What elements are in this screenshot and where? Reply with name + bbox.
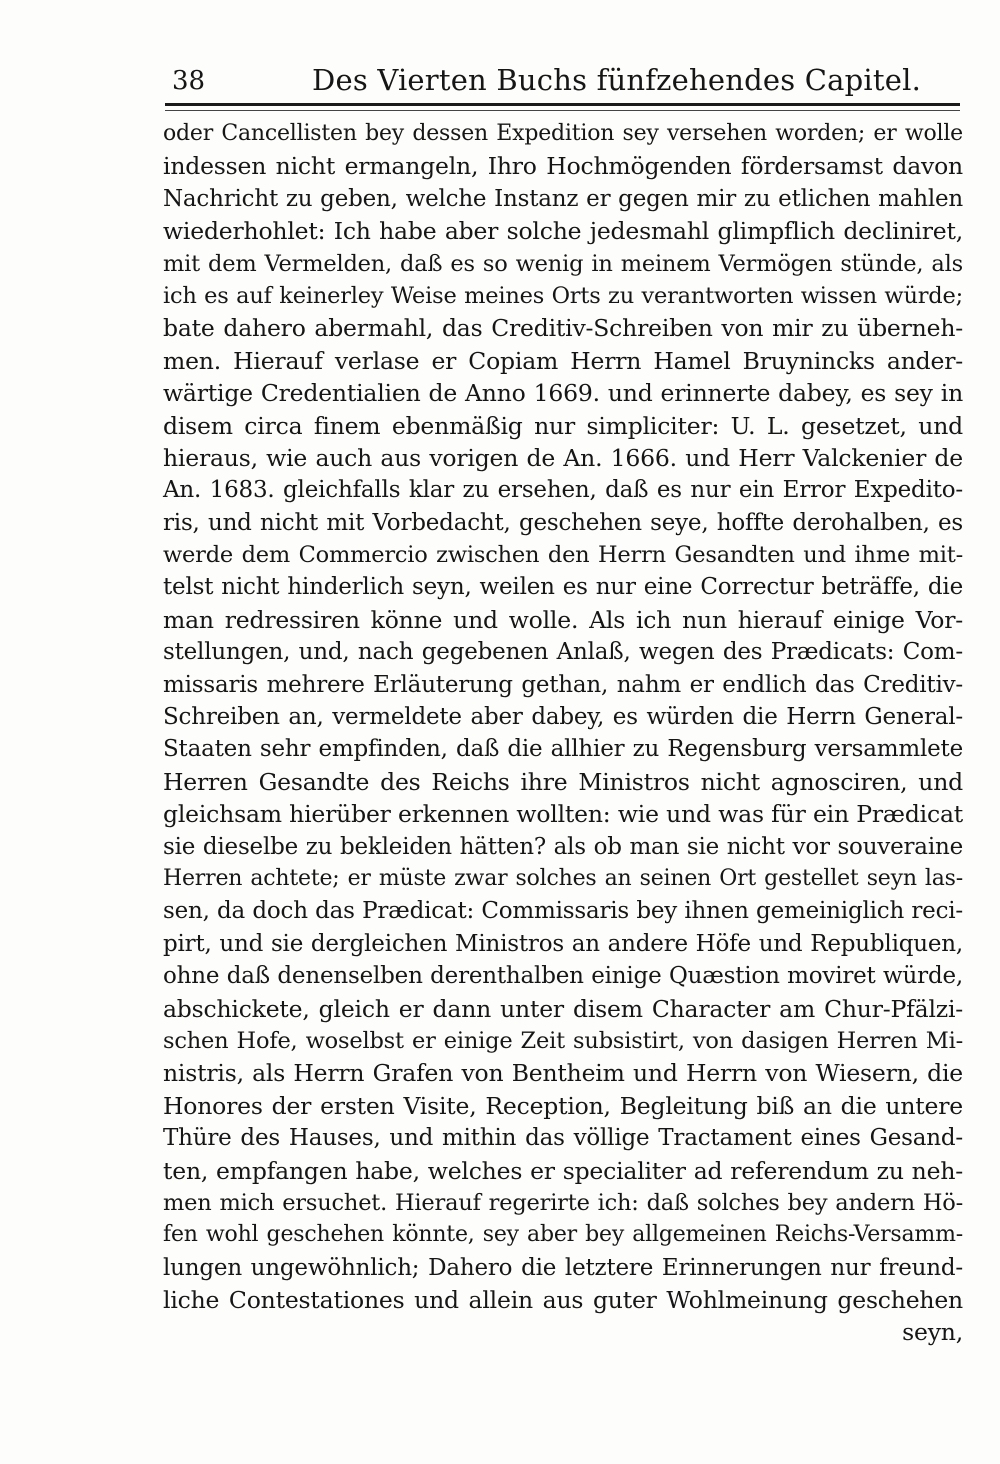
text-line: bate dahero abermahl, das Creditiv-Schreiben von mir zu überneh-: [163, 314, 963, 343]
text-line: Herren Gesandte des Reichs ihre Ministros nicht agnosciren, und: [163, 767, 963, 796]
text-line: Honores der ersten Visite, Reception, Begleitung biß an die untere: [163, 1091, 963, 1120]
text-line: schen Hofe, woselbst er einige Zeit subsistirt, von dasigen Herren Mi-: [163, 1027, 963, 1054]
page-number: 38: [172, 66, 206, 96]
text-line: ris, und nicht mit Vorbedacht, geschehen seye, hoffte derohalben, es: [163, 509, 963, 536]
text-line: gleichsam hierüber erkennen wollten: wie und was für ein Prædicat: [163, 800, 963, 829]
text-line: telst nicht hinderlich seyn, weilen es nur eine Correctur beträffe, die: [163, 574, 963, 601]
text-line: An. 1683. gleichfalls klar zu ersehen, daß es nur ein Error Expedito-: [163, 477, 963, 504]
text-line: Thüre des Hauses, und mithin das völlige Tractament eines Gesand-: [163, 1125, 963, 1152]
text-line: men mich ersuchet. Hierauf regerirte ich: daß solches bey andern Hö-: [163, 1189, 963, 1216]
text-line: man redressiren könne und wolle. Als ich nun hierauf einige Vor-: [163, 605, 963, 634]
text-line: ich es auf keinerley Weise meines Orts zu verantworten wissen würde;: [163, 282, 963, 309]
text-line: Schreiben an, vermeldete aber dabey, es würden die Herrn General-: [163, 704, 963, 731]
text-line: abschickete, gleich er dann unter disem Character am Chur-Pfälzi-: [163, 994, 963, 1023]
text-line: Nachricht zu geben, welche Instanz er gegen mir zu etlichen mahlen: [163, 185, 963, 212]
text-line: wiederhohlet: Ich habe aber solche jedesmahl glimpflich decliniret,: [163, 217, 963, 246]
text-line: Staaten sehr empfinden, daß die allhier zu Regensburg versammlete: [163, 736, 963, 763]
text-line: mit dem Vermelden, daß es so wenig in meinem Vermögen stünde, als: [163, 250, 963, 277]
header-rule: [165, 103, 960, 106]
text-line: sen, da doch das Prædicat: Commissaris bey ihnen gemeiniglich reci-: [163, 898, 963, 925]
text-line: hieraus, wie auch aus vorigen de An. 1666. und Herr Valckenier de: [163, 443, 963, 472]
text-line: liche Contestationes und allein aus guter Wohlmeinung geschehen: [163, 1286, 963, 1315]
text-line: stellungen, und, nach gegebenen Anlaß, wegen des Prædicats: Com-: [163, 639, 963, 666]
text-line: Herren achtete; er müste zwar solches an seinen Ort gestellet seyn las-: [163, 865, 963, 891]
catchword: seyn,: [902, 1318, 963, 1347]
page-header: [172, 60, 962, 100]
text-line: ohne daß denenselben derenthalben einige Quæstion moviret würde,: [163, 963, 963, 990]
header-rule-thin: [165, 110, 960, 111]
text-line: wärtige Credentialien de Anno 1669. und erinnerte dabey, es sey in: [163, 379, 963, 408]
text-line: oder Cancellisten bey dessen Expedition sey versehen worden; er wolle: [163, 121, 963, 146]
text-line: men. Hierauf verlase er Copiam Herrn Hamel Bruynincks ander-: [163, 346, 963, 375]
text-line: ten, empfangen habe, welches er specialiter ad referendum zu neh-: [163, 1156, 963, 1185]
running-head: Des Vierten Buchs fünfzehendes Capitel.: [312, 63, 921, 97]
text-line: lungen ungewöhnlich; Dahero die letztere Erinnerungen nur freund-: [163, 1254, 963, 1281]
text-line: missaris mehrere Erläuterung gethan, nahm er endlich das Creditiv-: [163, 671, 963, 698]
text-line: pirt, und sie dergleichen Ministros an andere Höfe und Republiquen,: [163, 930, 963, 957]
text-line: nistris, als Herrn Grafen von Bentheim und Herrn von Wiesern, die: [163, 1059, 963, 1088]
text-line: fen wohl geschehen könnte, sey aber bey allgemeinen Reichs-Versamm-: [163, 1222, 963, 1248]
body-text: [163, 118, 963, 1349]
text-line: disem circa finem ebenmäßig nur simpliciter: U. L. gesetzet, und: [163, 411, 963, 440]
text-line: werde dem Commercio zwischen den Herrn Gesandten und ihme mit-: [163, 542, 963, 569]
text-line: indessen nicht ermangeln, Ihro Hochmögenden fördersamst davon: [163, 152, 963, 181]
text-line: sie dieselbe zu bekleiden hätten? als ob man sie nicht vor souveraine: [163, 833, 963, 860]
